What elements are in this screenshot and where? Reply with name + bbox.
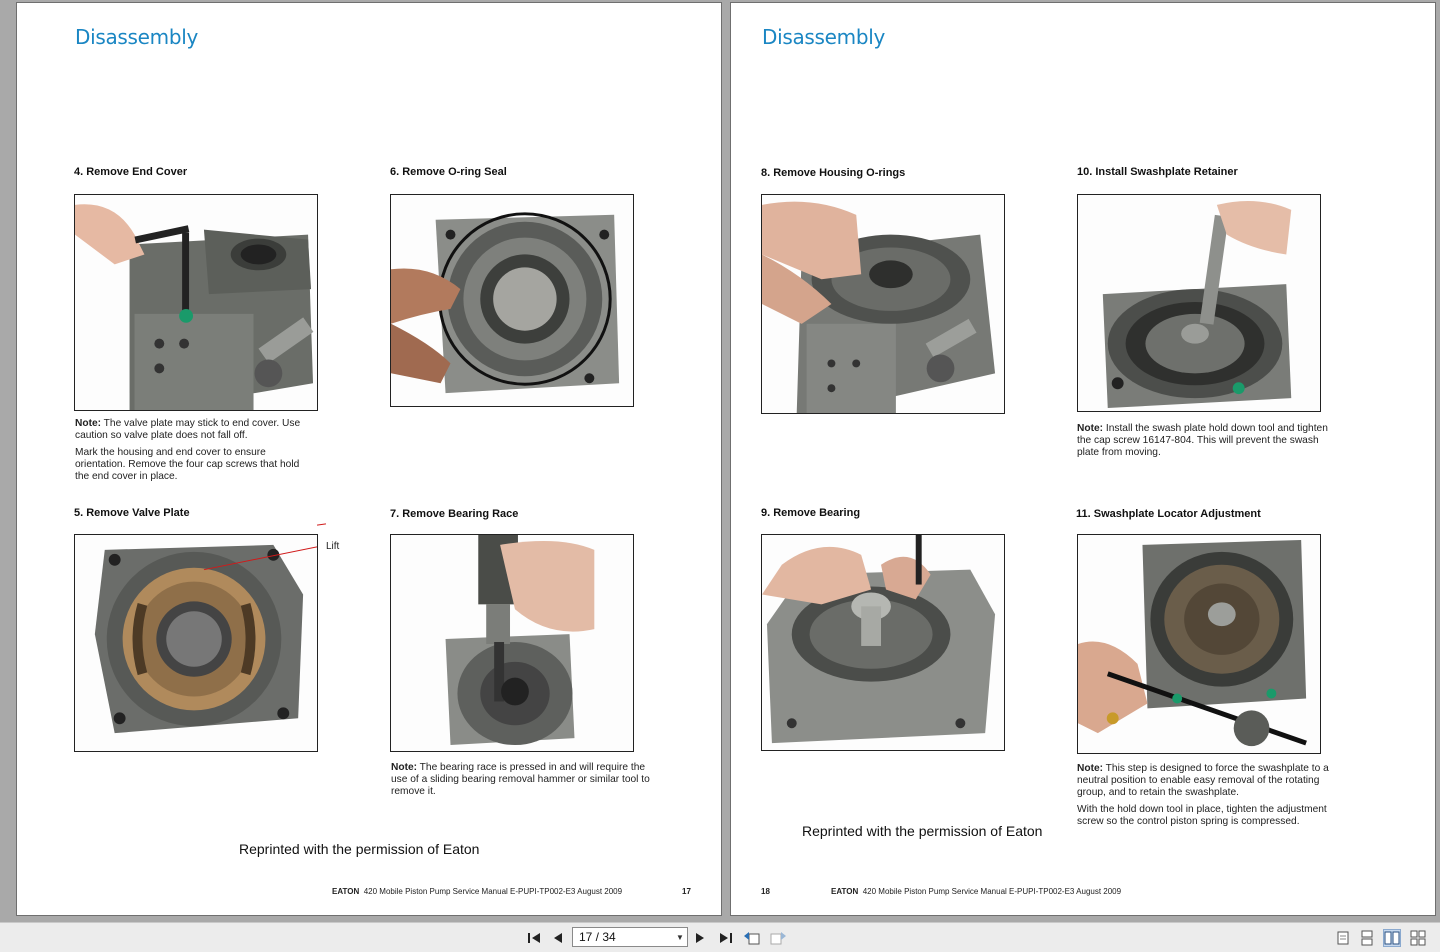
step-10-note: Note: Install the swash plate hold down tool and tighten the cap screw 16147-804. This will prevent the swash plate from moving. bbox=[1077, 423, 1328, 458]
page-heading: Disassembly bbox=[762, 25, 886, 49]
first-page-icon[interactable] bbox=[524, 929, 544, 947]
step-11-title: 11. Swashplate Locator Adjustment bbox=[1076, 508, 1261, 520]
page-number-select[interactable] bbox=[572, 927, 688, 947]
page-footer: EATON 420 Mobile Piston Pump Service Manual E-PUPI-TP002-E3 August 2009 bbox=[831, 887, 1122, 896]
last-page-icon[interactable] bbox=[716, 929, 736, 947]
reprint-notice: Reprinted with the permission of Eaton bbox=[802, 823, 1043, 839]
step-7-note: Note: The bearing race is pressed in and will require the use of a sliding bearing removal hammer or similar tool to remove it. bbox=[391, 762, 650, 797]
navigation-toolbar bbox=[0, 922, 1440, 952]
chevron-down-icon[interactable]: ▼ bbox=[676, 932, 684, 942]
page-number-value: 17 / 34 bbox=[579, 930, 616, 944]
next-view-icon[interactable] bbox=[768, 929, 788, 947]
page-18 bbox=[730, 2, 1436, 916]
step-5-title: 5. Remove Valve Plate bbox=[74, 507, 190, 519]
photo-remove-valve-plate bbox=[74, 534, 318, 752]
step-4-title: 4. Remove End Cover bbox=[74, 166, 188, 178]
step-9-title: 9. Remove Bearing bbox=[761, 507, 861, 519]
lift-callout-line bbox=[317, 523, 326, 525]
page-heading: Disassembly bbox=[75, 25, 199, 49]
photo-remove-end-cover bbox=[74, 194, 318, 411]
page-footer: EATON 420 Mobile Piston Pump Service Manual E-PUPI-TP002-E3 August 2009 bbox=[332, 887, 623, 896]
page-number: 17 bbox=[682, 887, 691, 896]
page-17 bbox=[16, 2, 722, 916]
previous-view-icon[interactable] bbox=[742, 929, 762, 947]
continuous-facing-icon[interactable] bbox=[1409, 929, 1427, 947]
step-7-title: 7. Remove Bearing Race bbox=[390, 508, 519, 520]
step-4-note: Note: The valve plate may stick to end cover. Use caution so valve plate does not fall off. Mark the housing and end cover to ensure orientation. Remove the four cap screws that hold the end cover in place. bbox=[75, 418, 301, 482]
step-10-title: 10. Install Swashplate Retainer bbox=[1077, 166, 1238, 178]
facing-icon[interactable] bbox=[1383, 929, 1401, 947]
step-6-title: 6. Remove O-ring Seal bbox=[390, 166, 507, 178]
continuous-icon[interactable] bbox=[1358, 929, 1376, 947]
lift-callout-label: Lift bbox=[326, 541, 340, 552]
photo-remove-bearing bbox=[761, 534, 1005, 751]
photo-install-swashplate-retainer bbox=[1077, 194, 1321, 412]
page-number: 18 bbox=[761, 887, 770, 896]
photo-remove-bearing-race bbox=[390, 534, 634, 752]
photo-swashplate-locator-adjustment bbox=[1077, 534, 1321, 754]
next-page-icon[interactable] bbox=[690, 929, 710, 947]
step-8-title: 8. Remove Housing O-rings bbox=[761, 167, 906, 179]
step-11-note: Note: This step is designed to force the swashplate to a neutral position to enable easy removal of the rotating group, and to retain the swashplate. With the hold down tool in place, tighten the adjustment screw so the control piston spring is compressed. bbox=[1077, 763, 1329, 827]
photo-remove-housing-o-rings bbox=[761, 194, 1005, 414]
photo-remove-o-ring-seal bbox=[390, 194, 634, 407]
previous-page-icon[interactable] bbox=[548, 929, 568, 947]
single-page-icon[interactable] bbox=[1334, 929, 1352, 947]
reprint-notice: Reprinted with the permission of Eaton bbox=[239, 841, 480, 857]
